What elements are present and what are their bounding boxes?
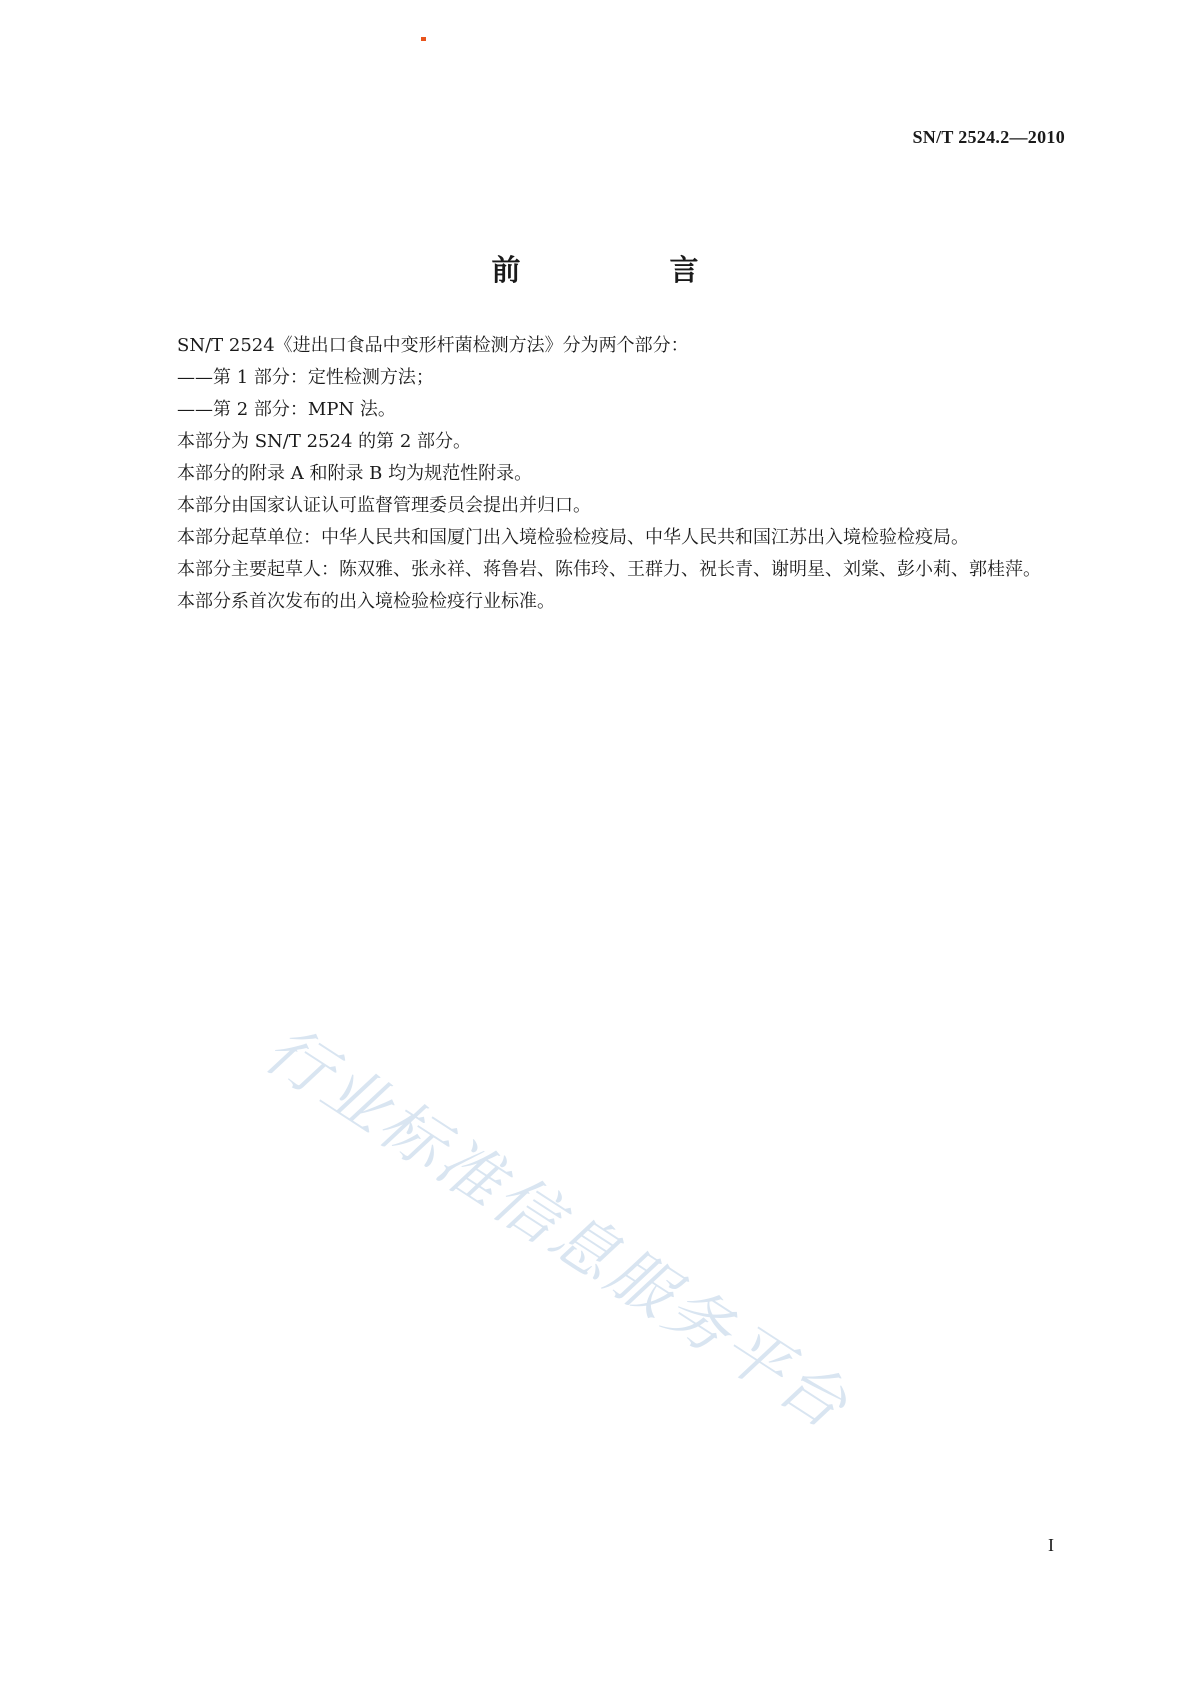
standard-code: SN/T 2524.2—2010 (912, 127, 1065, 147)
watermark: 行业标准信息服务平台 (251, 1012, 863, 1445)
paragraph: ——第 1 部分：定性检测方法； (177, 367, 434, 388)
paragraph: ——第 2 部分：MPN 法。 (177, 399, 396, 420)
corner-mark (421, 37, 426, 41)
page-number: I (1048, 1535, 1054, 1555)
paragraph: 本部分系首次发布的出入境检验检疫行业标准。 (177, 591, 555, 612)
page-title: 前 言 (491, 253, 759, 288)
preface-body (137, 330, 1065, 618)
paragraph: SN/T 2524《进出口食品中变形杆菌检测方法》分为两个部分： (177, 335, 689, 356)
paragraph: 本部分主要起草人：陈双雅、张永祥、蒋鲁岩、陈伟玲、王群力、祝长青、谢明星、刘棠、彭小莉、郭桂萍。 (177, 559, 1041, 580)
paragraph: 本部分的附录 A 和附录 B 均为规范性附录。 (177, 463, 533, 484)
paragraph: 本部分由国家认证认可监督管理委员会提出并归口。 (177, 495, 591, 516)
paragraph: 本部分为 SN/T 2524 的第 2 部分。 (177, 431, 472, 452)
paragraph: 本部分起草单位：中华人民共和国厦门出入境检验检疫局、中华人民共和国江苏出入境检验检疫局。 (177, 527, 969, 548)
